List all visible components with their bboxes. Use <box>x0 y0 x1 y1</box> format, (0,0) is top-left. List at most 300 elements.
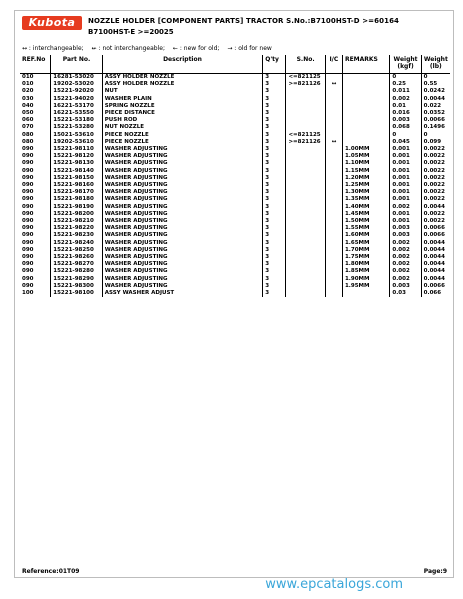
cell-ref-no: 090 <box>22 275 34 282</box>
cell-ref-no: 030 <box>22 95 34 102</box>
cell-ref-no: 060 <box>22 117 34 124</box>
cell-weight-lb: 0.0044 <box>421 261 450 268</box>
cell-qty: 3 <box>263 232 286 239</box>
cell-weight-kgf: 0.002 <box>390 261 421 268</box>
cell-s-no <box>286 232 325 239</box>
cell-s-no <box>286 196 325 203</box>
cell-weight-lb: 0.0022 <box>421 182 450 189</box>
cell-weight-lb: 0.0044 <box>421 247 450 254</box>
cell-ref-no: 090 <box>22 254 34 261</box>
cell-weight-kgf: 0.003 <box>390 225 421 232</box>
cell-ic <box>325 88 342 95</box>
cell-s-no <box>286 204 325 211</box>
cell-remarks: 1.05MM <box>342 153 389 160</box>
cell-part-no: 15221-98190 <box>51 204 102 211</box>
cell-ic <box>325 232 342 239</box>
cell-remarks: 1.70MM <box>342 247 389 254</box>
cell-remarks: 1.60MM <box>342 232 389 239</box>
cell-weight-kgf: 0.001 <box>390 153 421 160</box>
cell-weight-kgf: 0.002 <box>390 240 421 247</box>
cell-weight-kgf: 0.001 <box>390 182 421 189</box>
cell-ref-no: 090 <box>22 225 34 232</box>
cell-remarks: 1.10MM <box>342 160 389 167</box>
cell-ref-no: 100 <box>22 290 34 297</box>
cell-s-no <box>286 276 325 283</box>
cell-qty: 3 <box>263 96 286 103</box>
header-weight-kgf: Weight (kgf) <box>390 55 421 74</box>
cell-ic <box>325 189 342 196</box>
cell-remarks <box>342 96 389 103</box>
cell-weight-kgf: 0.016 <box>390 110 421 117</box>
cell-remarks: 1.30MM <box>342 189 389 196</box>
cell-qty: 3 <box>263 268 286 275</box>
table-body <box>20 74 450 298</box>
cell-weight-kgf: 0.002 <box>390 96 421 103</box>
cell-description: WASHER PLAIN <box>102 96 262 103</box>
cell-qty: 3 <box>263 146 286 153</box>
cell-remarks: 1.75MM <box>342 254 389 261</box>
cell-description: WASHER ADJUSTING <box>102 182 262 189</box>
cell-ic <box>325 225 342 232</box>
cell-s-no <box>286 96 325 103</box>
cell-ic <box>325 74 342 82</box>
footer-reference: Reference:01T09 <box>22 568 80 575</box>
cell-weight-lb: 0.066 <box>421 290 450 297</box>
cell-description: NUT <box>102 88 262 95</box>
cell-s-no <box>286 261 325 268</box>
cell-qty: 3 <box>263 204 286 211</box>
table-row <box>20 283 450 290</box>
cell-remarks <box>342 103 389 110</box>
cell-remarks <box>342 117 389 124</box>
cell-remarks: 1.45MM <box>342 211 389 218</box>
cell-ref-no: 090 <box>22 153 34 160</box>
cell-weight-lb: 0.0352 <box>421 110 450 117</box>
cell-ic <box>325 196 342 203</box>
cell-part-no: 15221-98180 <box>51 196 102 203</box>
cell-ref-no: 090 <box>22 160 34 167</box>
cell-remarks <box>342 290 389 297</box>
cell-description: WASHER ADJUSTING <box>102 218 262 225</box>
cell-part-no: 15221-98100 <box>51 290 102 297</box>
table-row <box>20 218 450 225</box>
cell-s-no <box>286 110 325 117</box>
cell-remarks <box>342 81 389 88</box>
cell-weight-kgf: 0 <box>390 74 421 82</box>
header-ic: I/C <box>325 55 342 74</box>
cell-s-no <box>286 146 325 153</box>
header-description: Description <box>102 55 262 74</box>
cell-ref-no: 090 <box>22 146 34 153</box>
cell-description: PUSH ROD <box>102 117 262 124</box>
table-row <box>20 88 450 95</box>
cell-ref-no: 090 <box>22 203 34 210</box>
cell-qty: 3 <box>263 225 286 232</box>
cell-weight-kgf: 0.001 <box>390 160 421 167</box>
cell-ic <box>325 283 342 290</box>
cell-weight-lb: 0.0044 <box>421 96 450 103</box>
cell-qty: 3 <box>263 110 286 117</box>
cell-weight-lb: 0.099 <box>421 139 450 146</box>
cell-part-no: 15021-53610 <box>51 132 102 139</box>
cell-remarks: 1.40MM <box>342 204 389 211</box>
header-weight-lb: Weight (lb) <box>421 55 450 74</box>
cell-ic: ↔ <box>325 139 342 146</box>
cell-ref-no: 040 <box>22 102 34 109</box>
cell-ref-no: 090 <box>22 167 34 174</box>
cell-ic <box>325 168 342 175</box>
cell-ref-no: 090 <box>22 182 34 189</box>
cell-ref-no: 080 <box>22 138 34 145</box>
table-header-row <box>20 55 450 74</box>
cell-ref-no: 070 <box>22 124 34 131</box>
cell-qty: 3 <box>263 132 286 139</box>
cell-description: WASHER ADJUSTING <box>102 189 262 196</box>
cell-s-no <box>286 168 325 175</box>
cell-ic <box>325 160 342 167</box>
header-s-no: S.No. <box>286 55 325 74</box>
cell-qty: 3 <box>263 117 286 124</box>
cell-remarks <box>342 139 389 146</box>
cell-description: WASHER ADJUSTING <box>102 160 262 167</box>
cell-remarks <box>342 124 389 131</box>
cell-s-no <box>286 175 325 182</box>
cell-description: WASHER ADJUSTING <box>102 196 262 203</box>
cell-weight-kgf: 0.002 <box>390 204 421 211</box>
cell-weight-lb: 0.0066 <box>421 225 450 232</box>
cell-part-no: 15221-98200 <box>51 211 102 218</box>
cell-s-no <box>286 153 325 160</box>
cell-qty: 3 <box>263 247 286 254</box>
table-row <box>20 240 450 247</box>
cell-part-no: 15221-98130 <box>51 160 102 167</box>
cell-s-no: >=821126 <box>286 81 325 88</box>
cell-ic <box>325 103 342 110</box>
cell-description: ASSY HOLDER NOZZLE <box>102 81 262 88</box>
cell-s-no: <=821125 <box>286 132 325 139</box>
cell-qty: 3 <box>263 211 286 218</box>
cell-qty: 3 <box>263 74 286 82</box>
cell-remarks <box>342 132 389 139</box>
cell-weight-lb: 0.0044 <box>421 254 450 261</box>
cell-ref-no: 090 <box>22 261 34 268</box>
cell-description: WASHER ADJUSTING <box>102 247 262 254</box>
cell-weight-lb: 0.0066 <box>421 117 450 124</box>
cell-weight-kgf: 0.068 <box>390 124 421 131</box>
cell-s-no <box>286 182 325 189</box>
cell-description: SPRING NOZZLE <box>102 103 262 110</box>
cell-ic <box>325 211 342 218</box>
parts-table <box>20 55 450 297</box>
cell-description: WASHER ADJUSTING <box>102 211 262 218</box>
cell-s-no <box>286 211 325 218</box>
cell-part-no: 15221-98250 <box>51 247 102 254</box>
header-ref-no: REF.No <box>20 55 51 74</box>
cell-ic <box>325 182 342 189</box>
cell-qty: 3 <box>263 283 286 290</box>
cell-weight-kgf: 0.045 <box>390 139 421 146</box>
footer-page-number: Page:9 <box>423 568 447 575</box>
cell-ref-no: 080 <box>22 131 34 138</box>
cell-ref-no: 090 <box>22 210 34 217</box>
cell-ic <box>325 124 342 131</box>
cell-s-no <box>286 117 325 124</box>
page-subtitle: B7100HST-E >=20025 <box>88 28 174 36</box>
cell-weight-kgf: 0.03 <box>390 290 421 297</box>
table-row <box>20 139 450 146</box>
cell-part-no: 15221-98150 <box>51 175 102 182</box>
header-qty: Q'ty <box>263 55 286 74</box>
legend-new-for-old: ← : new for old; <box>172 45 220 52</box>
cell-part-no: 16221-53170 <box>51 103 102 110</box>
cell-part-no: 15221-98280 <box>51 268 102 275</box>
cell-s-no <box>286 240 325 247</box>
table-row <box>20 168 450 175</box>
cell-ic: ↔ <box>325 81 342 88</box>
cell-ref-no: 090 <box>22 232 34 239</box>
cell-weight-kgf: 0.001 <box>390 146 421 153</box>
cell-weight-lb: 0.0066 <box>421 283 450 290</box>
cell-description: WASHER ADJUSTING <box>102 204 262 211</box>
cell-part-no: 15221-98300 <box>51 283 102 290</box>
cell-qty: 3 <box>263 153 286 160</box>
cell-weight-kgf: 0.002 <box>390 254 421 261</box>
cell-weight-kgf: 0.01 <box>390 103 421 110</box>
cell-s-no <box>286 268 325 275</box>
cell-remarks: 1.55MM <box>342 225 389 232</box>
cell-remarks: 1.20MM <box>342 175 389 182</box>
cell-weight-kgf: 0.001 <box>390 218 421 225</box>
cell-s-no <box>286 218 325 225</box>
table-row <box>20 254 450 261</box>
cell-ic <box>325 175 342 182</box>
table-row <box>20 160 450 167</box>
table-row <box>20 276 450 283</box>
cell-qty: 3 <box>263 124 286 131</box>
page-title: NOZZLE HOLDER [COMPONENT PARTS] TRACTOR S.No.:B7100HST-D >=60164 <box>88 17 400 25</box>
table-row <box>20 211 450 218</box>
cell-description: WASHER ADJUSTING <box>102 276 262 283</box>
cell-remarks: 1.65MM <box>342 240 389 247</box>
cell-remarks <box>342 88 389 95</box>
cell-remarks: 1.25MM <box>342 182 389 189</box>
cell-ic <box>325 254 342 261</box>
cell-ic <box>325 132 342 139</box>
cell-weight-kgf: 0.001 <box>390 196 421 203</box>
cell-qty: 3 <box>263 240 286 247</box>
cell-part-no: 15221-98230 <box>51 232 102 239</box>
cell-s-no <box>286 160 325 167</box>
table-row <box>20 81 450 88</box>
cell-qty: 3 <box>263 254 286 261</box>
cell-weight-lb: 0.0044 <box>421 240 450 247</box>
cell-description: PIECE NOZZLE <box>102 139 262 146</box>
cell-weight-lb: 0.0022 <box>421 196 450 203</box>
legend-old-for-new: → : old for new <box>227 45 272 52</box>
legend-interchangeable: ↔ : interchangeable; <box>22 45 84 52</box>
cell-ref-no: 090 <box>22 268 34 275</box>
cell-weight-lb: 0.0022 <box>421 168 450 175</box>
cell-ref-no: 090 <box>22 218 34 225</box>
cell-part-no: 15221-98140 <box>51 168 102 175</box>
cell-ic <box>325 268 342 275</box>
cell-remarks: 1.15MM <box>342 168 389 175</box>
cell-weight-lb: 0 <box>421 74 450 82</box>
cell-weight-kgf: 0.001 <box>390 175 421 182</box>
cell-part-no: 15221-98210 <box>51 218 102 225</box>
cell-qty: 3 <box>263 81 286 88</box>
cell-ic <box>325 96 342 103</box>
table-row <box>20 103 450 110</box>
cell-description: ASSY HOLDER NOZZLE <box>102 74 262 82</box>
cell-weight-kgf: 0.002 <box>390 276 421 283</box>
cell-qty: 3 <box>263 218 286 225</box>
cell-ic <box>325 218 342 225</box>
cell-description: ASSY WASHER ADJUST <box>102 290 262 297</box>
cell-ic <box>325 146 342 153</box>
cell-weight-lb: 0.0044 <box>421 268 450 275</box>
cell-description: WASHER ADJUSTING <box>102 175 262 182</box>
cell-weight-lb: 0.0022 <box>421 153 450 160</box>
cell-s-no <box>286 124 325 131</box>
cell-qty: 3 <box>263 276 286 283</box>
table-row <box>20 261 450 268</box>
cell-remarks: 1.95MM <box>342 283 389 290</box>
cell-weight-kgf: 0.003 <box>390 232 421 239</box>
cell-part-no: 15221-98110 <box>51 146 102 153</box>
header-part-no: Part No. <box>51 55 102 74</box>
cell-s-no: <=821125 <box>286 74 325 82</box>
cell-ic <box>325 247 342 254</box>
cell-weight-lb: 0.1496 <box>421 124 450 131</box>
cell-ic <box>325 117 342 124</box>
cell-ref-no: 010 <box>22 74 34 80</box>
table-row <box>20 74 450 82</box>
cell-qty: 3 <box>263 103 286 110</box>
cell-ref-no: 010 <box>22 81 34 88</box>
cell-part-no: 15221-98170 <box>51 189 102 196</box>
cell-remarks <box>342 110 389 117</box>
cell-s-no <box>286 283 325 290</box>
cell-ic <box>325 153 342 160</box>
cell-remarks: 1.80MM <box>342 261 389 268</box>
table-row <box>20 204 450 211</box>
table-row <box>20 110 450 117</box>
table-row <box>20 175 450 182</box>
cell-description: WASHER ADJUSTING <box>102 168 262 175</box>
cell-description: WASHER ADJUSTING <box>102 146 262 153</box>
cell-weight-lb: 0.0022 <box>421 175 450 182</box>
cell-part-no: 15221-98290 <box>51 276 102 283</box>
table-row <box>20 124 450 131</box>
cell-qty: 3 <box>263 182 286 189</box>
cell-ref-no: 090 <box>22 189 34 196</box>
cell-ref-no: 090 <box>22 246 34 253</box>
cell-remarks: 1.00MM <box>342 146 389 153</box>
cell-s-no <box>286 103 325 110</box>
watermark-url: www.epcatalogs.com <box>265 577 403 592</box>
cell-s-no <box>286 225 325 232</box>
cell-weight-kgf: 0.011 <box>390 88 421 95</box>
table-row <box>20 146 450 153</box>
table-row <box>20 117 450 124</box>
table-row <box>20 153 450 160</box>
cell-s-no <box>286 254 325 261</box>
cell-description: WASHER ADJUSTING <box>102 268 262 275</box>
cell-remarks: 1.35MM <box>342 196 389 203</box>
cell-ref-no: 020 <box>22 88 34 95</box>
table-row <box>20 225 450 232</box>
table-row <box>20 247 450 254</box>
cell-part-no: 15221-98160 <box>51 182 102 189</box>
cell-qty: 3 <box>263 261 286 268</box>
cell-ref-no: 090 <box>22 196 34 203</box>
cell-description: WASHER ADJUSTING <box>102 232 262 239</box>
cell-ref-no: 090 <box>22 174 34 181</box>
cell-part-no: 16221-53550 <box>51 110 102 117</box>
cell-weight-kgf: 0.003 <box>390 117 421 124</box>
table-row <box>20 189 450 196</box>
table-row <box>20 268 450 275</box>
cell-ic <box>325 261 342 268</box>
cell-weight-lb: 0 <box>421 132 450 139</box>
cell-part-no: 15221-94020 <box>51 96 102 103</box>
cell-weight-kgf: 0 <box>390 132 421 139</box>
cell-s-no: >=821126 <box>286 139 325 146</box>
cell-weight-lb: 0.022 <box>421 103 450 110</box>
cell-description: WASHER ADJUSTING <box>102 283 262 290</box>
cell-description: NUT NOZZLE <box>102 124 262 131</box>
cell-part-no: 16281-53020 <box>51 74 102 82</box>
cell-ref-no: 090 <box>22 239 34 246</box>
cell-s-no <box>286 88 325 95</box>
table-row <box>20 132 450 139</box>
cell-weight-kgf: 0.001 <box>390 189 421 196</box>
cell-weight-lb: 0.0044 <box>421 276 450 283</box>
cell-remarks: 1.50MM <box>342 218 389 225</box>
cell-weight-kgf: 0.002 <box>390 247 421 254</box>
cell-s-no <box>286 247 325 254</box>
table-row <box>20 232 450 239</box>
cell-weight-lb: 0.0022 <box>421 189 450 196</box>
cell-description: PIECE DISTANCE <box>102 110 262 117</box>
cell-ic <box>325 276 342 283</box>
cell-weight-lb: 0.0022 <box>421 160 450 167</box>
cell-weight-lb: 0.0022 <box>421 211 450 218</box>
cell-part-no: 15221-98120 <box>51 153 102 160</box>
cell-part-no: 15221-98270 <box>51 261 102 268</box>
legend <box>22 45 278 52</box>
table-row <box>20 290 450 297</box>
cell-weight-lb: 0.0242 <box>421 88 450 95</box>
cell-part-no: 15221-53180 <box>51 117 102 124</box>
cell-remarks: 1.85MM <box>342 268 389 275</box>
table-row <box>20 196 450 203</box>
cell-qty: 3 <box>263 175 286 182</box>
cell-qty: 3 <box>263 196 286 203</box>
cell-weight-kgf: 0.001 <box>390 168 421 175</box>
cell-description: PIECE NOZZLE <box>102 132 262 139</box>
cell-qty: 3 <box>263 88 286 95</box>
cell-description: WASHER ADJUSTING <box>102 261 262 268</box>
cell-weight-kgf: 0.002 <box>390 268 421 275</box>
cell-part-no: 15221-98260 <box>51 254 102 261</box>
cell-remarks <box>342 74 389 82</box>
cell-qty: 3 <box>263 139 286 146</box>
cell-description: WASHER ADJUSTING <box>102 240 262 247</box>
header-remarks: REMARKS <box>342 55 389 74</box>
legend-not-interchangeable: ↚ : not interchangeable; <box>91 45 165 52</box>
